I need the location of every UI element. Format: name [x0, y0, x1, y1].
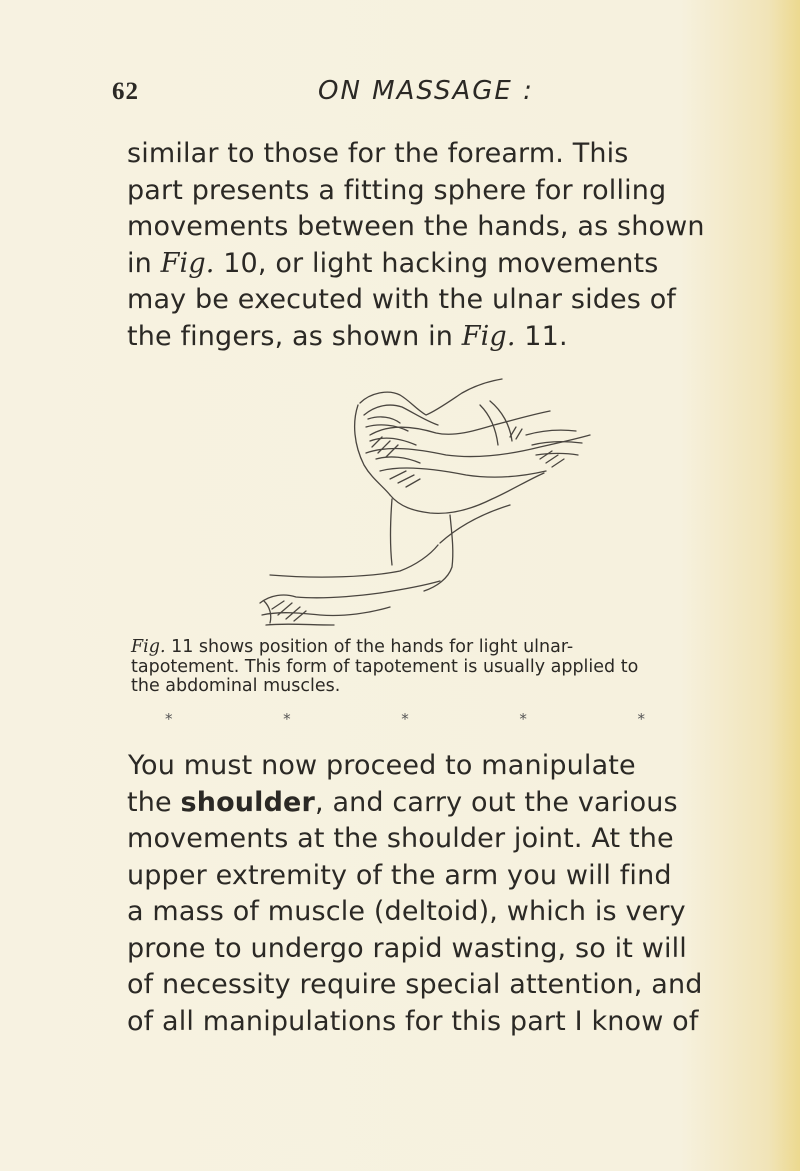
caption-line-2: tapotement. This form of tapotement is usually applied to — [131, 656, 639, 677]
asterism: * — [401, 710, 409, 728]
paragraph-1-line-6 — [127, 319, 717, 356]
paragraph-2-line-6: prone to undergo rapid wasting, so it will — [127, 932, 687, 964]
paragraph-2-line-8: of all manipulations for this part I know of — [127, 1005, 699, 1037]
page-number: 62 — [112, 78, 139, 105]
line-2-pre: the — [127, 786, 181, 818]
paragraph-2-line-7: of necessity require special attention, and — [127, 969, 703, 1000]
running-head: ON MASSAGE : — [318, 76, 534, 106]
paragraph-1 — [127, 136, 717, 355]
paragraph-1-line-4 — [127, 246, 717, 283]
asterism: * — [165, 710, 173, 728]
figure-caption — [131, 638, 721, 697]
section-break-asterisms — [165, 710, 645, 728]
asterism: * — [637, 710, 645, 728]
paragraph-2-line-1: You must now proceed to manipulate — [128, 750, 636, 781]
hands-drawing — [240, 375, 610, 633]
paragraph-1-line-2: part presents a fitting sphere for rolling — [127, 174, 667, 206]
figure-reference: Fig. — [160, 247, 215, 279]
bold-word: shoulder — [180, 786, 315, 818]
line-6-pre: the fingers, as shown in — [127, 320, 462, 352]
figure-reference: Fig. — [461, 320, 516, 352]
paragraph-1-line-3: movements between the hands, as shown — [127, 211, 705, 242]
paragraph-2-line-5: a mass of muscle (deltoid), which is very — [127, 896, 686, 927]
caption-text-1: 11 shows position of the hands for light ulnar- — [165, 637, 574, 657]
line-4-pre: in — [127, 247, 161, 279]
caption-line-1 — [131, 638, 721, 658]
caption-label: Fig. — [131, 637, 166, 657]
line-2-post: , and carry out the various — [314, 786, 678, 818]
paragraph-2-line-3: movements at the shoulder joint. At the — [127, 823, 674, 854]
asterism: * — [519, 710, 527, 728]
line-4-post: 10, or light hacking movements — [214, 247, 659, 279]
paragraph-2-line-4: upper extremity of the arm you will find — [127, 859, 672, 891]
hands-illustration — [240, 375, 610, 633]
paragraph-1-line-5: may be executed with the ulnar sides of — [127, 284, 677, 315]
paragraph-2 — [127, 748, 717, 1040]
caption-line-3: the abdominal muscles. — [131, 676, 341, 696]
paragraph-1-line-1: similar to those for the forearm. This — [127, 138, 629, 169]
asterism: * — [283, 710, 291, 728]
paragraph-2-line-2 — [127, 785, 717, 822]
line-6-post: 11. — [515, 320, 568, 352]
